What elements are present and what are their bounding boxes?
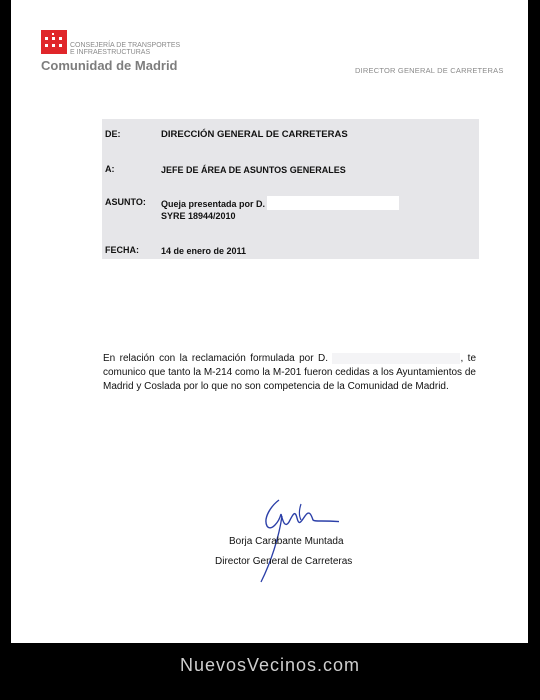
fecha-label: FECHA: bbox=[105, 245, 139, 255]
body-part2: , te comunico que tanto la M-214 como la M-201 fueron cedidas a los Ayuntamientos de Madrid y Coslada por lo que no son competencia de la Comunidad de Madrid. bbox=[103, 353, 477, 392]
redaction-block bbox=[267, 196, 399, 210]
signer-title: Director General de Carreteras bbox=[215, 556, 353, 567]
redaction-inline bbox=[332, 353, 460, 364]
comunidad-title: Comunidad de Madrid bbox=[41, 58, 178, 73]
comunidad-madrid-flag-logo bbox=[41, 30, 67, 54]
de-value: DIRECCIÓN GENERAL DE CARRETERAS bbox=[161, 129, 348, 140]
consejeria-label: CONSEJERÍA DE TRANSPORTES E INFRAESTRUCTURAS bbox=[70, 42, 181, 56]
asunto-label: ASUNTO: bbox=[105, 197, 146, 207]
body-paragraph bbox=[103, 352, 476, 394]
director-header-label: DIRECTOR GENERAL DE CARRETERAS bbox=[355, 66, 504, 75]
fecha-value: 14 de enero de 2011 bbox=[161, 246, 247, 256]
asunto-line2: SYRE 18944/2010 bbox=[161, 211, 236, 221]
a-value: JEFE DE ÁREA DE ASUNTOS GENERALES bbox=[161, 165, 346, 175]
memo-header-box bbox=[102, 119, 479, 259]
document-page bbox=[11, 0, 528, 643]
signer-name: Borja Carabante Muntada bbox=[229, 536, 344, 547]
watermark-text: NuevosVecinos.com bbox=[179, 655, 361, 675]
body-part1: En relación con la reclamación formulada por D. bbox=[103, 353, 329, 364]
asunto-line1: Queja presentada por D. bbox=[161, 199, 266, 209]
de-label: DE: bbox=[105, 129, 121, 139]
a-label: A: bbox=[105, 164, 115, 174]
